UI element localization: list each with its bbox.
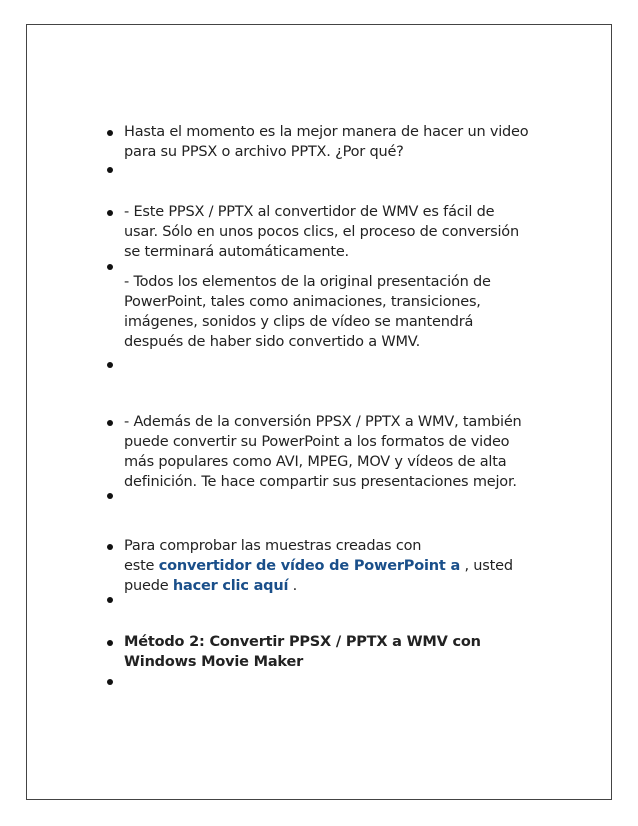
text-line: - Este PPSX / PPTX al convertidor de WMV es fácil de [124, 204, 495, 220]
text-line: - Además de la conversión PPSX / PPTX a WMV, también [124, 414, 522, 430]
list-item [124, 412, 554, 492]
list-item [124, 272, 554, 352]
text-line [124, 556, 554, 576]
text-line: Para comprobar las muestras creadas con [124, 538, 422, 554]
click-here-link[interactable]: hacer clic aquí [172, 578, 289, 594]
list-item [124, 536, 554, 596]
text-line: se terminará automáticamente. [124, 244, 349, 260]
text-line: PowerPoint, tales como animaciones, transiciones, [124, 294, 481, 310]
list-item [124, 122, 554, 162]
bullet-empty [107, 167, 113, 173]
bullet-empty [107, 679, 113, 685]
bullet-empty [107, 597, 113, 603]
list-item [124, 202, 554, 262]
bullet-empty [107, 493, 113, 499]
text-line: usar. Sólo en unos pocos clics, el proceso de conversión [124, 224, 519, 240]
text-line: puede convertir su PowerPoint a los formatos de video [124, 434, 510, 450]
text-line: definición. Te hace compartir sus presentaciones mejor. [124, 474, 517, 490]
bullet [107, 130, 113, 136]
method-heading [124, 632, 554, 672]
text-line: más populares como AVI, MPEG, MOV y vídeos de alta [124, 454, 507, 470]
text-line [124, 576, 554, 596]
text-line: Hasta el momento es la mejor manera de hacer un video [124, 124, 529, 140]
text-fragment: este [124, 558, 159, 574]
text-fragment: puede [124, 578, 173, 594]
bullet [107, 264, 113, 270]
bullet-empty [107, 362, 113, 368]
bullet [107, 544, 113, 550]
text-fragment: . [288, 578, 298, 594]
powerpoint-video-converter-link[interactable]: convertidor de vídeo de PowerPoint a [158, 558, 461, 574]
bullet [107, 210, 113, 216]
bullet [107, 420, 113, 426]
text-line: después de haber sido convertido a WMV. [124, 334, 421, 350]
text-line: para su PPSX o archivo PPTX. ¿Por qué? [124, 144, 404, 160]
bullet [107, 640, 113, 646]
text-fragment: , usted [460, 558, 513, 574]
text-line: - Todos los elementos de la original presentación de [124, 274, 491, 290]
text-line: Método 2: Convertir PPSX / PPTX a WMV con [124, 634, 481, 650]
text-line: imágenes, sonidos y clips de vídeo se mantendrá [124, 314, 474, 330]
text-line: Windows Movie Maker [124, 654, 304, 670]
